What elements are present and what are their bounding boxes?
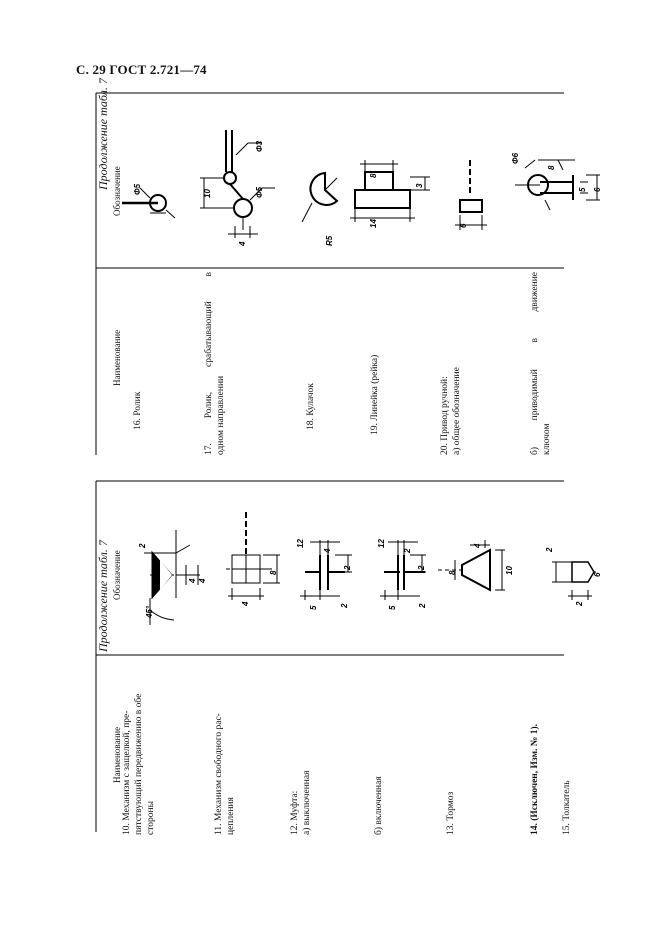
item-10: 10. Механизм с защелкой, пре- пятствующий передвижению в обе стороны (122, 693, 156, 835)
symbol-cam (302, 173, 337, 222)
item-11: 11. Механизм свободного рас- цепления (214, 713, 236, 835)
dim-12a: 12 (296, 539, 305, 548)
left-header-designation: Обозначение (112, 550, 122, 600)
item-20: 20. Привод ручной: а) общее обозначение (440, 367, 462, 455)
symbol-brake (438, 540, 505, 590)
item-18: 18. Кулачок (306, 383, 316, 430)
dim-4a: 4 (188, 578, 197, 583)
item-13: 13. Тормоз (446, 791, 456, 835)
symbol-pusher (552, 562, 596, 600)
dim-14: 14 (369, 219, 378, 228)
dim-phi6: Φ6 (511, 152, 520, 164)
dim-5c: 5 (578, 187, 587, 192)
dim-2c: 2 (403, 548, 412, 553)
item-20b: б) приводимый в движение ключом (530, 272, 552, 455)
dim-5a: 5 (309, 605, 318, 610)
dim-2g: 2 (575, 601, 584, 606)
item-14: 14. (Исключен, Изм. № 1). (530, 723, 540, 835)
page-header: С. 29 ГОСТ 2.721—74 (76, 62, 207, 77)
left-continuation-label: Продолжение табл. 7 (96, 540, 110, 652)
dim-8c: 8 (369, 173, 378, 178)
dim-12b: 12 (377, 539, 386, 548)
dim-2e: 2 (418, 603, 427, 608)
item-17: 17. Ролик, срабатывающий в одном направлении (204, 272, 226, 455)
dim-2b: 2 (340, 603, 349, 608)
item-12b: б) включенная (374, 776, 384, 835)
dim-phi3: Φ3 (255, 140, 264, 152)
item-15: 15. Толкатель (562, 780, 572, 835)
symbol-rack (350, 160, 430, 222)
dim-4e: 4 (473, 543, 482, 548)
symbol-manual-drive-key (515, 160, 600, 210)
dim-6c: 6 (593, 187, 602, 192)
dim-8b: 8 (448, 570, 457, 575)
dim-3: 3 (415, 183, 424, 188)
dim-phi5a: Φ5 (133, 183, 142, 195)
item-12: 12. Муфта: а) выключенная (290, 770, 312, 835)
item-19: 19. Линейка (рейка) (370, 354, 380, 435)
dim-4c: 4 (241, 601, 250, 606)
dim-45: 45° (145, 605, 154, 618)
right-continuation-label: Продолжение табл. 7 (96, 78, 110, 190)
dim-8d: 8 (547, 165, 556, 170)
item-16: 16. Ролик (133, 391, 143, 430)
dim-6b: 6 (459, 223, 468, 228)
dim-2d: 2 (417, 565, 426, 570)
dim-4d: 4 (323, 548, 332, 553)
dim-2: 2 (138, 543, 147, 548)
dim-phi5b: Φ5 (255, 186, 264, 198)
right-header-name: Наименование (112, 329, 122, 386)
dim-6a: 6 (593, 572, 602, 577)
symbol-free-release (226, 512, 280, 600)
left-header-name: Наименование (112, 726, 122, 783)
dim-4b: 4 (198, 578, 207, 583)
symbol-roller (122, 188, 175, 218)
dim-4f: 4 (238, 241, 247, 246)
dim-5b: 5 (388, 605, 397, 610)
dim-8: 8 (269, 570, 278, 575)
symbol-manual-drive (455, 160, 487, 230)
dim-r5: R5 (325, 235, 334, 246)
dim-2f: 2 (545, 547, 554, 552)
dim-2a: 2 (343, 565, 352, 570)
dim-10b: 10 (203, 189, 212, 198)
dim-10a: 10 (505, 566, 514, 575)
right-header-designation: Обозначение (112, 166, 122, 216)
